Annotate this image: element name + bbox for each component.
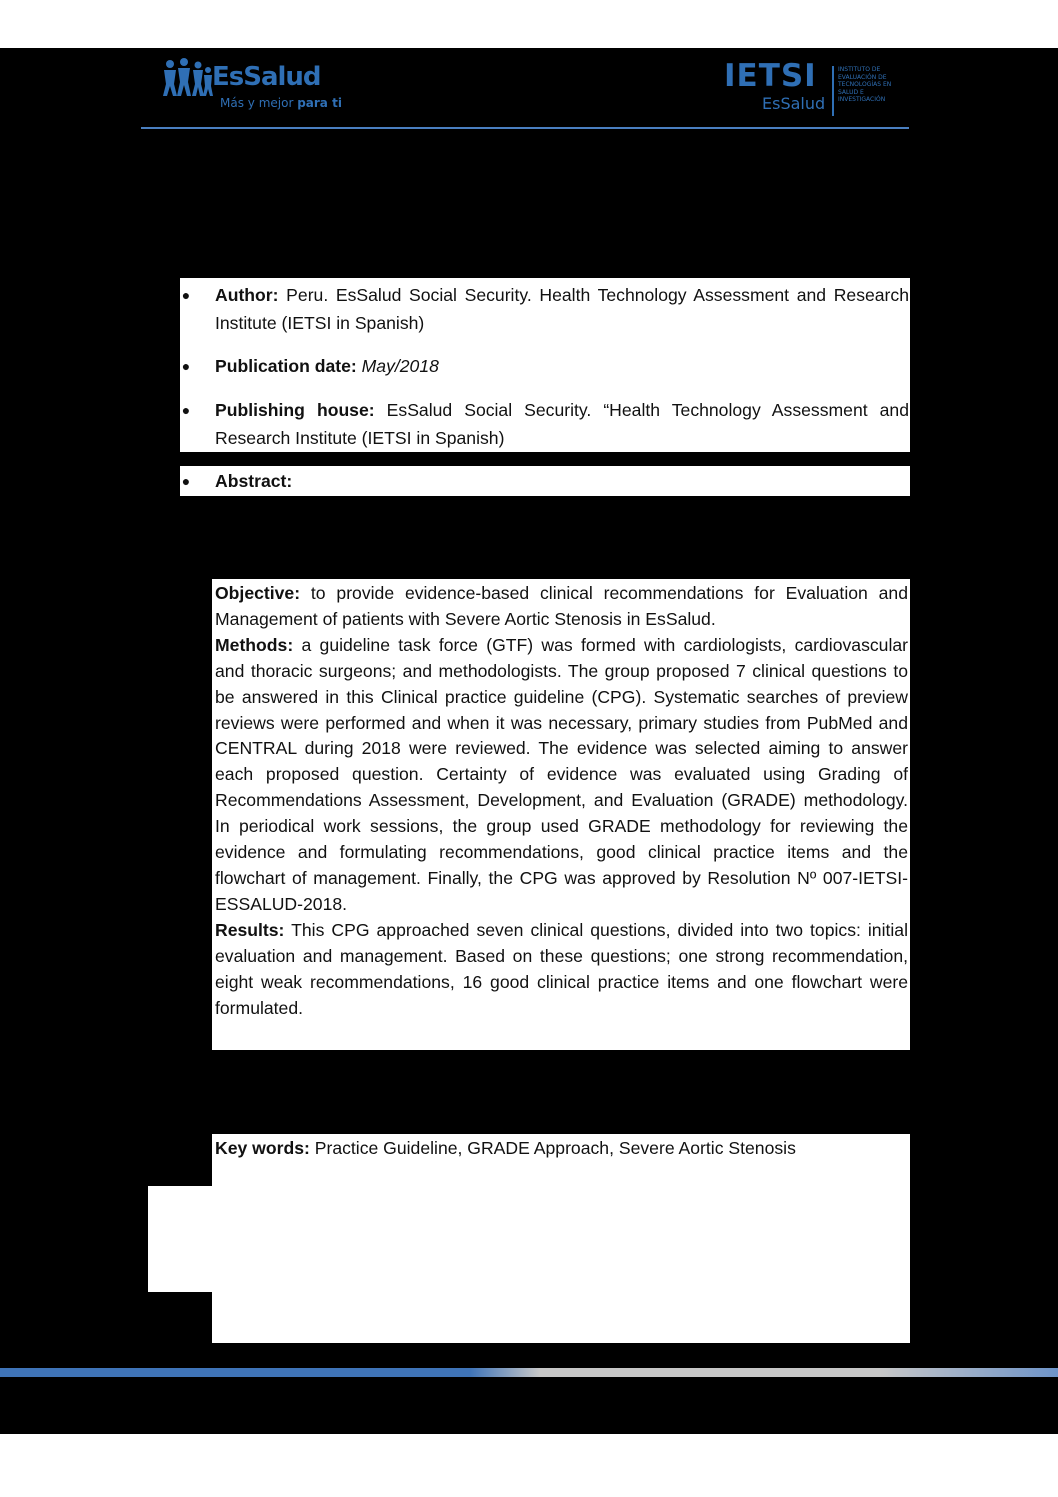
methods-text: a guideline task force (GTF) was formed with cardiologists, cardiovascular and thoracic surgeons; and methodologists. The group proposed 7 clinical questions to be answered in this Clinical practice guideline (CPG). Systematic searches of preview reviews were performed and when it was necessary, primary studies from PubMed and CENTRAL during 2018 were reviewed. The evidence was selected aiming to answer each proposed question. Certainty of evidence was evaluated using Grading of Recommendations Assessment, Development, and Evaluation (GRADE) methodology. In periodical work sessions, the group used GRADE methodology for reviewing the evidence and formulating recommendations, good clinical practice items and the flowchart of management. Finally, the CPG was approved by Resolution Nº 007-IETSI-ESSALUD-2018. — [215, 634, 908, 914]
results-text: This CPG approached seven clinical questions, divided into two topics: initial evaluation and management. Based on these questions; one strong recommendation, eight weak recommendations, 16 good clinical practice items and one flowchart were formulated. — [215, 919, 908, 1018]
logo-divider — [832, 66, 834, 116]
family-figures-icon — [162, 58, 214, 98]
metadata-block — [180, 278, 910, 452]
footer-stripe-blue — [0, 1368, 470, 1377]
essalud-logo — [162, 58, 342, 114]
methods-label: Methods: — [215, 634, 294, 655]
abstract-label: Abstract: — [215, 471, 293, 491]
bullet-icon: ● — [181, 358, 191, 374]
results-label: Results: — [215, 919, 285, 940]
footer-stripe-blend — [470, 1368, 540, 1377]
essalud-brand-text: EsSalud — [212, 62, 321, 92]
pubdate-label: Publication date: — [215, 356, 357, 376]
essalud-tagline — [220, 96, 342, 110]
publisher-text — [215, 396, 909, 452]
pubdate-value: May/2018 — [361, 356, 439, 376]
methods-paragraph — [215, 633, 908, 918]
objective-text: to provide evidence-based clinical recommendations for Evaluation and Management of patients with Severe Aortic Stenosis in EsSalud. — [215, 583, 908, 629]
footer-stripe-grey — [540, 1368, 880, 1377]
ietsi-institute-lines — [838, 66, 918, 104]
objective-label: Objective: — [215, 583, 301, 603]
tagline-regular: Más y mejor — [220, 96, 294, 110]
bullet-icon: ● — [181, 287, 191, 303]
publisher-label: Publishing house: — [215, 400, 375, 420]
keywords-side-block — [148, 1186, 214, 1292]
abstract-heading-text — [215, 467, 909, 495]
institute-line: INSTITUTO DE — [838, 66, 881, 73]
publisher-value: EsSalud Social Security. “Health Technology Assessment and Research Institute (IETSI in Spanish) — [215, 400, 909, 448]
institute-line: SALUD E — [838, 88, 864, 96]
pubdate-text — [215, 352, 909, 380]
tagline-bold: para ti — [297, 96, 342, 110]
bullet-icon: ● — [181, 473, 191, 489]
ietsi-logo — [724, 58, 914, 120]
abstract-heading-block — [180, 466, 910, 496]
abstract-body-block — [212, 579, 910, 1050]
institute-line: TECNOLOGÍAS EN — [838, 81, 892, 89]
keywords-block — [212, 1134, 910, 1343]
ietsi-wordmark: IETSI — [724, 58, 817, 94]
header-rule — [141, 127, 909, 129]
keywords-value: Practice Guideline, GRADE Approach, Severe Aortic Stenosis — [314, 1138, 796, 1158]
keywords-line — [215, 1135, 796, 1161]
bullet-icon: ● — [181, 402, 191, 418]
author-text — [215, 281, 909, 337]
institute-line: EVALUACIÓN DE — [838, 73, 887, 81]
results-paragraph — [215, 918, 908, 1022]
keywords-label: Key words: — [215, 1138, 310, 1158]
objective-paragraph — [215, 581, 908, 633]
institute-line: INVESTIGACIÓN — [838, 96, 886, 104]
footer-stripe-end — [880, 1368, 1058, 1377]
abstract-paragraphs — [215, 581, 908, 1021]
ietsi-sub-wordmark: EsSalud — [762, 94, 826, 113]
author-label: Author: — [215, 285, 279, 305]
author-value: Peru. EsSalud Social Security. Health Technology Assessment and Research Institute (IETSI in Spanish) — [215, 285, 910, 333]
